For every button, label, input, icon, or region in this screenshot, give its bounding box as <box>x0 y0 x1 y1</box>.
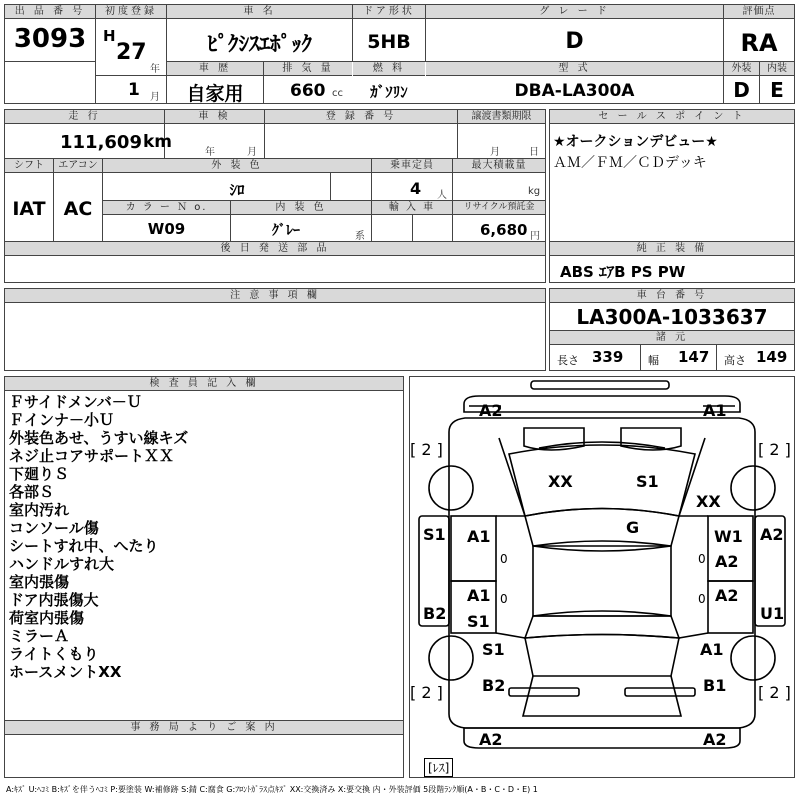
score-label: 評価点 <box>724 5 794 19</box>
bracket-front-left: [ 2 ] <box>410 440 443 459</box>
first-reg-year-unit: 年 <box>150 64 160 75</box>
model: DBA-LA300A <box>514 81 635 101</box>
remark-line: ホースメントXX <box>9 663 122 681</box>
displacement-unit: cc <box>332 88 343 99</box>
mark-right-fender: XX <box>696 492 721 511</box>
zero-mark: 0 <box>500 592 508 606</box>
registration-label: 登 録 番 号 <box>265 110 457 124</box>
mark-windshield: G <box>626 518 640 537</box>
first-reg-year: 27 <box>116 40 147 65</box>
inspection-label: 車 検 <box>165 110 264 124</box>
length-label: 長さ <box>557 354 579 367</box>
fuel-label: 燃 料 <box>353 62 425 76</box>
height: 149 <box>756 348 788 366</box>
width: 147 <box>678 348 710 366</box>
recycle-label: リサイクル預託金 <box>453 201 545 215</box>
recycle-fee: 6,680 <box>480 221 528 239</box>
remark-line: ミラーＡ <box>9 627 70 645</box>
mark-right-a2-upper: A2 <box>715 552 739 571</box>
inspection-month-unit: 月 <box>247 147 257 158</box>
remark-line: ライトくもり <box>9 645 99 663</box>
interior-grade: E <box>770 78 784 102</box>
remark-line: 室内汚れ <box>9 501 70 519</box>
mark-rear-s1: S1 <box>482 640 505 659</box>
mark-hood-left: XX <box>548 472 573 491</box>
later-parts-label: 後 日 発 送 部 品 <box>5 242 545 256</box>
capacity-label: 乗車定員 <box>372 159 452 173</box>
mark-hood-right: S1 <box>636 472 659 491</box>
car-diagram <box>409 376 795 778</box>
door-label: ドア形状 <box>353 5 425 19</box>
exterior-color: ｼﾛ <box>229 181 245 199</box>
max-load-unit: kg <box>528 186 541 197</box>
remark-line: シートすれ中、へたり <box>9 537 159 555</box>
history: 自家用 <box>186 83 244 105</box>
first-reg-era: H <box>103 27 116 45</box>
mark-rear-a1: A1 <box>700 640 724 659</box>
chassis-number: LA300A-1033637 <box>576 305 768 329</box>
mark-left-a1-lower: A1 <box>467 586 491 605</box>
exterior-grade-label: 外装 <box>724 62 759 76</box>
remark-line: Ｆサイドメンバ－Ｕ <box>9 393 142 411</box>
mark-right-u1: U1 <box>760 604 785 623</box>
transfer-deadline-label: 譲渡書類期限 <box>458 110 545 124</box>
mark-right-a2-lower: A2 <box>715 586 739 605</box>
remark-line: ハンドルすれ大 <box>9 555 115 573</box>
remark-line: ドア内張傷大 <box>9 591 99 609</box>
remark-line: 各部Ｓ <box>9 483 55 501</box>
exterior-grade: D <box>733 78 750 102</box>
height-label: 高さ <box>724 354 746 367</box>
mark-front-left: A2 <box>479 401 503 420</box>
chassis-label: 車 台 番 号 <box>550 289 794 303</box>
inspector-label: 検 査 員 記 入 欄 <box>5 377 403 391</box>
mark-front-right: A1 <box>703 401 727 420</box>
first-reg-month-unit: 月 <box>150 92 160 103</box>
displacement: 660 <box>290 81 326 101</box>
mileage: 111,609 <box>60 132 142 153</box>
zero-mark: 0 <box>698 552 706 566</box>
mark-rear-right: A2 <box>703 730 727 749</box>
mark-left-s1-lower: S1 <box>467 612 490 631</box>
inspector-remarks <box>9 393 188 681</box>
bracket-rear-left: [ 2 ] <box>410 683 443 702</box>
history-label: 車 歴 <box>167 62 263 76</box>
interior-color-label: 内 装 色 <box>231 201 371 215</box>
color-no: W09 <box>147 220 186 238</box>
lot-label: 出 品 番 号 <box>5 5 95 19</box>
import-label: 輸 入 車 <box>372 201 452 215</box>
grade: D <box>565 29 584 54</box>
sales-point-label: セ ー ル ス ポ イ ン ト <box>550 110 794 124</box>
zero-mark: 0 <box>698 592 706 606</box>
zero-mark: 0 <box>500 552 508 566</box>
remark-line: コンソール傷 <box>9 519 99 537</box>
first-reg-label: 初度登録 <box>96 5 166 19</box>
mileage-label: 走 行 <box>5 110 164 124</box>
aircon: AC <box>63 198 93 220</box>
length: 339 <box>592 348 624 366</box>
sales-point-line-1: ★オークションデビュー★ <box>553 134 718 150</box>
remark-line: Ｆインナ－小Ｕ <box>9 411 115 429</box>
exterior-color-label: 外 装 色 <box>103 159 371 173</box>
bracket-front-right: [ 2 ] <box>758 440 791 459</box>
bracket-rear-right: [ 2 ] <box>758 683 791 702</box>
remark-line: 外装色あせ、うすい線キズ <box>9 429 189 447</box>
remark-line: 下廻りＳ <box>9 465 70 483</box>
mark-right-a2-outer: A2 <box>760 525 784 544</box>
max-load-label: 最大積載量 <box>453 159 545 173</box>
mileage-unit: km <box>143 132 173 152</box>
mark-left-b2: B2 <box>423 604 447 623</box>
sales-point-line-2: ＡＭ／ＦＭ／ＣＤデッキ <box>553 155 707 171</box>
lot-number: 3093 <box>13 24 87 54</box>
capacity: 4 <box>410 179 422 198</box>
specs-label: 諸 元 <box>550 331 794 345</box>
inspection-year-unit: 年 <box>205 147 215 158</box>
mark-rear-left: A2 <box>479 730 503 749</box>
options: ABS ｴｱB PS PW <box>560 263 686 281</box>
displacement-label: 排 気 量 <box>264 62 352 76</box>
shift-label: シフト <box>5 159 53 173</box>
interior-grade-label: 内装 <box>760 62 794 76</box>
car-name-label: 車 名 <box>167 5 352 19</box>
remark-line: 室内張傷 <box>9 573 70 591</box>
mark-left-a1-upper: A1 <box>467 527 491 546</box>
notes-label: 注 意 事 項 欄 <box>5 289 545 303</box>
fuel: ｶﾞｿﾘﾝ <box>370 83 408 101</box>
first-reg-month: 1 <box>128 80 140 100</box>
capacity-unit: 人 <box>437 190 447 201</box>
mark-left-s1: S1 <box>423 525 446 544</box>
rear-label: [ﾚｽ] <box>424 758 453 777</box>
door-type: 5HB <box>367 31 411 53</box>
shift: IAT <box>12 198 46 220</box>
model-label: 型 式 <box>426 62 723 76</box>
recycle-unit: 円 <box>530 231 540 242</box>
color-no-label: カ ラ ー Ｎ o. <box>103 201 230 215</box>
remark-line: ネジ止コアサポートＸＸ <box>9 447 175 465</box>
options-label: 純 正 装 備 <box>550 242 794 256</box>
width-label: 幅 <box>648 354 659 367</box>
mark-rear-b1: B1 <box>703 676 727 695</box>
car-name: ﾋﾟｸｼｽｴﾎﾟｯｸ <box>207 32 312 56</box>
mark-right-w1: W1 <box>714 527 743 546</box>
grade-label: グ レ ー ド <box>426 5 723 19</box>
score: RA <box>740 29 778 57</box>
office-label: 事 務 局 よ り ご 案 内 <box>5 721 403 735</box>
mark-rear-b2: B2 <box>482 676 506 695</box>
transfer-day-unit: 日 <box>529 147 539 158</box>
transfer-month-unit: 月 <box>490 147 500 158</box>
interior-color: ｸﾞﾚｰ <box>272 223 300 239</box>
remark-line: 荷室内張傷 <box>9 609 85 627</box>
interior-color-suffix: 系 <box>355 231 365 242</box>
aircon-label: エアコン <box>54 159 102 173</box>
legend: A:ｷｽﾞ U:ﾍｺﾐ B:ｷｽﾞを伴うﾍｺﾐ P:要塗装 W:補修跡 S:錆 C:腐食 G:ﾌﾛﾝﾄｶﾞﾗｽ点ｷｽﾞ XX:交換済み X:要交換 内・外装評価 5段階ﾗﾝｸ順(A・B・C・D・E) 1 <box>6 785 538 794</box>
